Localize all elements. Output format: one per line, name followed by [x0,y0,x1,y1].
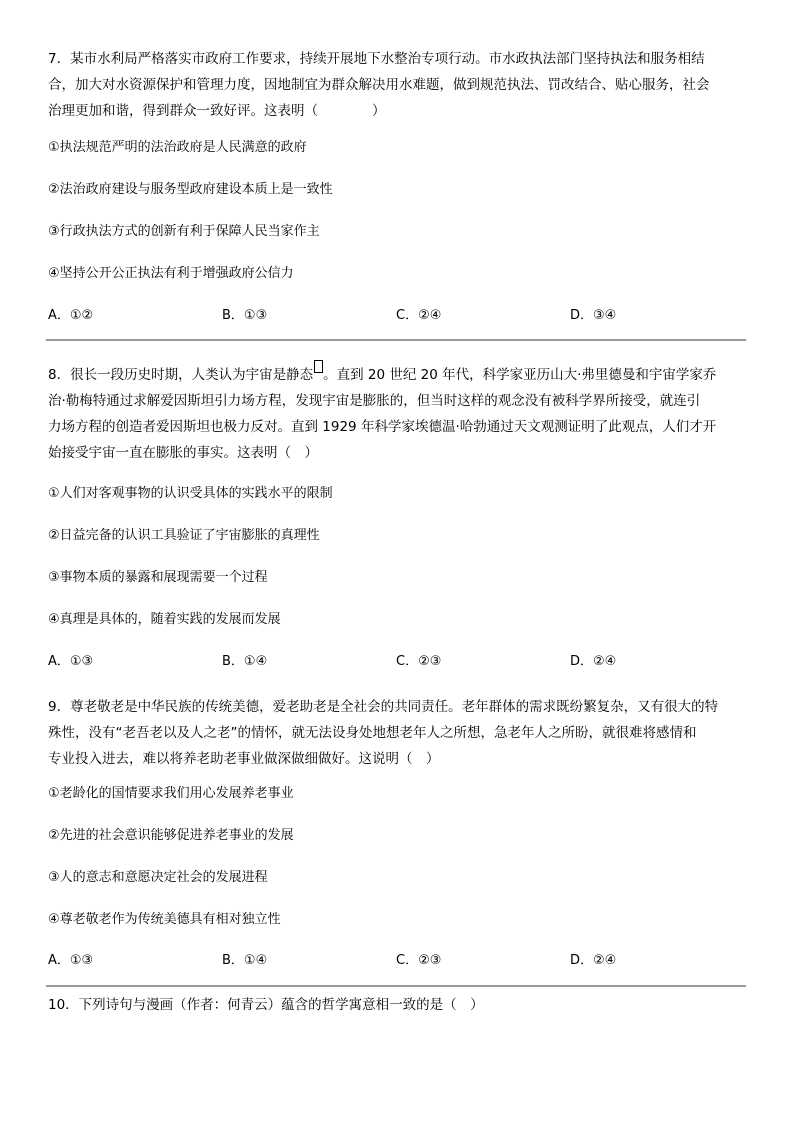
divider [46,985,746,987]
question-10-stem-line-1: 10．下列诗句与漫画（作者：何青云）蕴含的哲学寓意相一致的是（ ） [48,997,484,1013]
question-9-statement-2: ②先进的社会意识能够促进养老事业的发展 [48,828,294,843]
question-9-statement-1: ①老龄化的国情要求我们用心发展养老事业 [48,786,294,801]
question-8 [48,360,746,466]
question-7-stem-line-2: 合，加大对水资源保护和管理力度，因地制宜为群众解决用水难题，做到规范执法、罚改结合、贴心服务，社会 [48,77,710,93]
option-c[interactable]: C．②④ [396,308,442,323]
question-8-stem-line-1-part-a: 8．很长一段历史时期，人类认为宇宙是静态 [48,367,314,383]
question-8-stem-line-1-part-b: 。直到 20 世纪 20 年代，科学家亚历山大·弗里德曼和宇宙学家乔 [323,367,717,383]
option-b[interactable]: B．①③ [222,308,268,323]
question-9-options [48,951,744,971]
option-b[interactable]: B．①④ [222,654,268,669]
question-9-statement-4: ④尊老敬老作为传统美德具有相对独立性 [48,912,281,927]
option-a[interactable]: A．①② [48,308,94,323]
question-9 [48,694,746,772]
divider [46,339,746,341]
question-7-statement-4: ④坚持公开公正执法有利于增强政府公信力 [48,266,294,281]
question-7-stem-line-3: 治理更加和谐，得到群众一致好评。这表明（ ） [48,103,386,119]
question-9-stem-line-2: 殊性，没有“老吾老以及人之老”的情怀，就无法设身处地想老年人之所想，急老年人之所盼，就很难将感情和 [48,725,697,741]
option-a[interactable]: A．①③ [48,953,94,968]
option-c[interactable]: C．②③ [396,953,442,968]
option-d[interactable]: D．③④ [570,308,617,323]
question-8-stem-line-3: 力场方程的创造者爱因斯坦也极力反对。直到 1929 年科学家埃德温·哈勃通过天文观测证明了此观点，人们才开 [48,419,717,435]
option-b[interactable]: B．①④ [222,953,268,968]
question-7-statement-1: ①执法规范严明的法治政府是人民满意的政府 [48,140,307,155]
option-a[interactable]: A．①③ [48,654,94,669]
question-7 [48,46,746,124]
question-8-statement-1: ①人们对客观事物的认识受具体的实践水平的限制 [48,486,333,501]
question-9-stem-line-3: 专业投入进去，难以将养老助老事业做深做细做好。这说明（ ） [48,751,440,767]
missing-glyph-box-icon [314,360,323,373]
question-8-stem-line-4: 始接受宇宙一直在膨胀的事实。这表明（ ） [48,445,318,461]
option-c[interactable]: C．②③ [396,654,442,669]
question-7-statement-2: ②法治政府建设与服务型政府建设本质上是一致性 [48,182,333,197]
question-8-stem-line-2: 治·勒梅特通过求解爱因斯坦引力场方程，发现宇宙是膨胀的，但当时这样的观念没有被科学界所接受，就连引 [48,393,701,409]
option-d[interactable]: D．②④ [570,953,617,968]
question-8-statement-3: ③事物本质的暴露和展现需要一个过程 [48,570,268,585]
option-d[interactable]: D．②④ [570,654,617,669]
question-7-stem-line-1: 7．某市水利局严格落实市政府工作要求，持续开展地下水整治专项行动。市水政执法部门坚持执法和服务相结 [48,51,705,67]
question-10 [48,992,746,1018]
question-8-stem-line-1 [48,360,746,388]
question-9-stem-line-1: 9．尊老敬老是中华民族的传统美德，爱老助老是全社会的共同责任。老年群体的需求既纷繁复杂，又有很大的特 [48,699,719,715]
question-7-statement-3: ③行政执法方式的创新有利于保障人民当家作主 [48,224,320,239]
question-8-statement-2: ②日益完备的认识工具验证了宇宙膨胀的真理性 [48,528,320,543]
question-7-options [48,306,744,326]
question-9-statement-3: ③人的意志和意愿决定社会的发展进程 [48,870,268,885]
question-8-options [48,652,744,672]
question-8-statement-4: ④真理是具体的，随着实践的发展而发展 [48,612,281,627]
